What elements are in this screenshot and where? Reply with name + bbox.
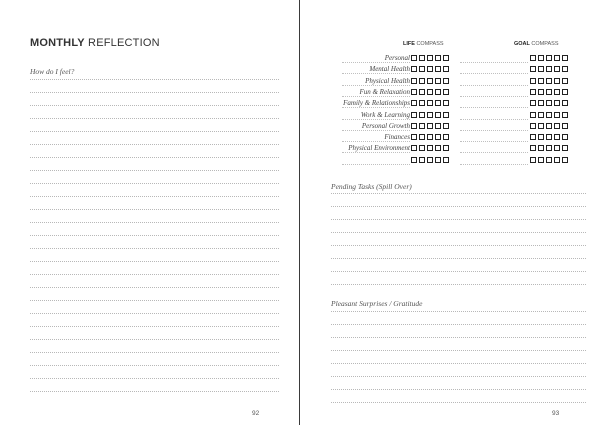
rating-checkbox[interactable] <box>538 78 544 84</box>
goal-rating-9 <box>530 157 570 165</box>
rating-checkbox[interactable] <box>443 157 449 163</box>
life-rating-6 <box>411 123 451 131</box>
leader-line <box>342 73 410 74</box>
rating-checkbox[interactable] <box>435 134 441 140</box>
writing-line <box>331 245 586 246</box>
writing-line <box>30 157 279 158</box>
leader-line <box>342 152 410 153</box>
compass-row <box>300 133 600 143</box>
goal-rating-1 <box>530 66 570 74</box>
goal-rating-6 <box>530 123 570 131</box>
goal-rating-5 <box>530 112 570 120</box>
writing-line <box>30 287 279 288</box>
page-number-right: 93 <box>552 410 560 417</box>
writing-line <box>30 352 279 353</box>
rating-checkbox[interactable] <box>554 145 560 151</box>
goal-leader-line[interactable] <box>460 85 528 86</box>
rating-checkbox[interactable] <box>530 66 536 72</box>
category-label: Mental Health <box>369 65 410 74</box>
compass-row <box>300 122 600 132</box>
gratitude-lines[interactable] <box>331 311 586 403</box>
rating-checkbox[interactable] <box>538 157 544 163</box>
rating-checkbox[interactable] <box>546 89 552 95</box>
writing-line <box>30 326 279 327</box>
goal-leader-line[interactable] <box>460 130 528 131</box>
writing-line <box>331 350 586 351</box>
rating-checkbox[interactable] <box>554 66 560 72</box>
rating-checkbox[interactable] <box>419 78 425 84</box>
rating-checkbox[interactable] <box>546 157 552 163</box>
life-rating-9 <box>411 157 451 165</box>
life-rating-5 <box>411 112 451 120</box>
rating-checkbox[interactable] <box>435 157 441 163</box>
rating-checkbox[interactable] <box>546 112 552 118</box>
rating-checkbox[interactable] <box>435 78 441 84</box>
goal-leader-line[interactable] <box>460 96 528 97</box>
rating-checkbox[interactable] <box>562 157 568 163</box>
rating-checkbox[interactable] <box>530 89 536 95</box>
rating-checkbox[interactable] <box>435 145 441 151</box>
writing-line <box>30 378 279 379</box>
rating-checkbox[interactable] <box>554 78 560 84</box>
goal-rating-2 <box>530 78 570 86</box>
rating-checkbox[interactable] <box>427 78 433 84</box>
rating-checkbox[interactable] <box>435 89 441 95</box>
goal-rating-3 <box>530 89 570 97</box>
writing-line <box>30 131 279 132</box>
goal-leader-line[interactable] <box>460 62 528 63</box>
rating-checkbox[interactable] <box>562 100 568 106</box>
rating-checkbox[interactable] <box>530 123 536 129</box>
rating-checkbox[interactable] <box>546 134 552 140</box>
writing-line <box>331 376 586 377</box>
rating-checkbox[interactable] <box>538 112 544 118</box>
leader-line <box>342 119 410 120</box>
leader-line <box>342 85 410 86</box>
writing-line <box>30 391 279 392</box>
rating-checkbox[interactable] <box>443 66 449 72</box>
rating-checkbox[interactable] <box>427 157 433 163</box>
writing-line <box>331 324 586 325</box>
rating-checkbox[interactable] <box>538 123 544 129</box>
writing-line <box>30 79 279 80</box>
rating-checkbox[interactable] <box>530 157 536 163</box>
leader-line <box>342 164 410 165</box>
writing-line <box>331 193 586 194</box>
writing-line <box>30 209 279 210</box>
writing-line <box>30 248 279 249</box>
rating-checkbox[interactable] <box>538 134 544 140</box>
writing-line <box>30 235 279 236</box>
compass-row <box>300 65 600 75</box>
rating-checkbox[interactable] <box>411 89 417 95</box>
life-rating-1 <box>411 66 451 74</box>
rating-checkbox[interactable] <box>419 66 425 72</box>
life-rating-8 <box>411 145 451 153</box>
writing-line <box>331 363 586 364</box>
goal-rating-0 <box>530 55 570 63</box>
rating-checkbox[interactable] <box>554 55 560 61</box>
rating-checkbox[interactable] <box>546 100 552 106</box>
rating-checkbox[interactable] <box>546 55 552 61</box>
rating-checkbox[interactable] <box>530 100 536 106</box>
rating-checkbox[interactable] <box>554 89 560 95</box>
writing-line <box>30 313 279 314</box>
rating-checkbox[interactable] <box>538 145 544 151</box>
rating-checkbox[interactable] <box>443 134 449 140</box>
compass-row <box>300 99 600 109</box>
leader-line <box>342 107 410 108</box>
writing-line <box>30 365 279 366</box>
title-bold: MONTHLY <box>30 37 85 49</box>
writing-line <box>30 92 279 93</box>
writing-line <box>30 339 279 340</box>
compass-row <box>300 111 600 121</box>
rating-checkbox[interactable] <box>443 112 449 118</box>
writing-line <box>30 274 279 275</box>
writing-line <box>331 258 586 259</box>
compass-row <box>300 156 600 166</box>
leader-line <box>342 141 410 142</box>
rating-checkbox[interactable] <box>411 134 417 140</box>
rating-checkbox[interactable] <box>427 112 433 118</box>
writing-line <box>331 311 586 312</box>
rating-checkbox[interactable] <box>546 123 552 129</box>
rating-checkbox[interactable] <box>419 89 425 95</box>
rating-checkbox[interactable] <box>562 123 568 129</box>
compass-row <box>300 77 600 87</box>
goal-leader-line[interactable] <box>460 141 528 142</box>
goal-leader-line[interactable] <box>460 164 528 165</box>
writing-line <box>30 118 279 119</box>
rating-checkbox[interactable] <box>554 100 560 106</box>
goal-compass-rest: COMPASS <box>531 41 559 47</box>
rating-checkbox[interactable] <box>562 66 568 72</box>
rating-checkbox[interactable] <box>435 66 441 72</box>
rating-checkbox[interactable] <box>427 134 433 140</box>
goal-rating-4 <box>530 100 570 108</box>
rating-checkbox[interactable] <box>419 134 425 140</box>
rating-checkbox[interactable] <box>538 66 544 72</box>
rating-checkbox[interactable] <box>546 145 552 151</box>
rating-checkbox[interactable] <box>427 100 433 106</box>
leader-line <box>342 62 410 63</box>
rating-checkbox[interactable] <box>562 89 568 95</box>
rating-checkbox[interactable] <box>562 112 568 118</box>
writing-line <box>331 271 586 272</box>
rating-checkbox[interactable] <box>562 145 568 151</box>
rating-checkbox[interactable] <box>538 100 544 106</box>
category-label: Fun & Relaxation <box>359 87 410 96</box>
life-rating-2 <box>411 78 451 86</box>
rating-checkbox[interactable] <box>411 55 417 61</box>
rating-checkbox[interactable] <box>443 89 449 95</box>
left-page <box>0 0 299 425</box>
rating-checkbox[interactable] <box>530 112 536 118</box>
category-label: Finances <box>384 133 410 142</box>
life-compass-rest: COMPASS <box>416 41 444 47</box>
rating-checkbox[interactable] <box>419 112 425 118</box>
writing-line <box>30 144 279 145</box>
rating-checkbox[interactable] <box>554 157 560 163</box>
writing-line <box>331 402 586 403</box>
gratitude-label: Pleasant Surprises / Gratitude <box>331 299 423 308</box>
rating-checkbox[interactable] <box>530 145 536 151</box>
category-label: Work & Learning <box>360 110 410 119</box>
rating-checkbox[interactable] <box>411 78 417 84</box>
goal-leader-line[interactable] <box>460 107 528 108</box>
writing-line <box>331 337 586 338</box>
rating-checkbox[interactable] <box>419 100 425 106</box>
rating-checkbox[interactable] <box>411 123 417 129</box>
rating-checkbox[interactable] <box>443 100 449 106</box>
rating-checkbox[interactable] <box>435 100 441 106</box>
writing-line <box>331 219 586 220</box>
compass-row <box>300 144 600 154</box>
goal-rating-7 <box>530 134 570 142</box>
writing-line <box>30 105 279 106</box>
leader-line <box>342 130 410 131</box>
life-rating-0 <box>411 55 451 63</box>
rating-checkbox[interactable] <box>411 145 417 151</box>
writing-line <box>30 261 279 262</box>
life-rating-7 <box>411 134 451 142</box>
writing-line <box>30 183 279 184</box>
rating-checkbox[interactable] <box>419 157 425 163</box>
life-compass-heading <box>403 41 444 47</box>
rating-checkbox[interactable] <box>443 123 449 129</box>
rating-checkbox[interactable] <box>427 55 433 61</box>
writing-line <box>30 170 279 171</box>
writing-line <box>331 232 586 233</box>
writing-line <box>30 222 279 223</box>
rating-checkbox[interactable] <box>435 55 441 61</box>
writing-line <box>30 196 279 197</box>
category-label: Physical Environment <box>348 144 410 153</box>
rating-checkbox[interactable] <box>554 123 560 129</box>
rating-checkbox[interactable] <box>538 55 544 61</box>
category-label: Personal <box>384 54 410 62</box>
pending-tasks-label: Pending Tasks (Spill Over) <box>331 182 412 191</box>
category-label: Personal Growth <box>361 121 410 130</box>
compass-row <box>300 54 600 64</box>
rating-checkbox[interactable] <box>427 145 433 151</box>
rating-checkbox[interactable] <box>419 55 425 61</box>
category-label: Physical Health <box>365 76 410 85</box>
rating-checkbox[interactable] <box>530 78 536 84</box>
title-rest: REFLECTION <box>88 37 160 49</box>
rating-checkbox[interactable] <box>419 145 425 151</box>
life-rating-4 <box>411 100 451 108</box>
rating-checkbox[interactable] <box>435 112 441 118</box>
rating-checkbox[interactable] <box>562 55 568 61</box>
life-compass-bold: LIFE <box>403 41 415 47</box>
rating-checkbox[interactable] <box>443 55 449 61</box>
category-label: Family & Relationships <box>343 99 410 108</box>
goal-rating-8 <box>530 145 570 153</box>
rating-checkbox[interactable] <box>562 78 568 84</box>
pending-tasks-lines[interactable] <box>331 193 586 285</box>
writing-line <box>331 284 586 285</box>
page-title <box>30 37 160 49</box>
rating-checkbox[interactable] <box>530 55 536 61</box>
rating-checkbox[interactable] <box>411 157 417 163</box>
right-page <box>300 0 600 425</box>
writing-line <box>331 206 586 207</box>
rating-checkbox[interactable] <box>419 123 425 129</box>
writing-line <box>331 389 586 390</box>
rating-checkbox[interactable] <box>411 66 417 72</box>
goal-compass-heading <box>514 41 559 47</box>
rating-checkbox[interactable] <box>538 89 544 95</box>
life-rating-3 <box>411 89 451 97</box>
rating-checkbox[interactable] <box>411 100 417 106</box>
rating-checkbox[interactable] <box>435 123 441 129</box>
goal-leader-line[interactable] <box>460 152 528 153</box>
rating-checkbox[interactable] <box>427 89 433 95</box>
rating-checkbox[interactable] <box>427 66 433 72</box>
goal-leader-line[interactable] <box>460 119 528 120</box>
rating-checkbox[interactable] <box>411 112 417 118</box>
rating-checkbox[interactable] <box>427 123 433 129</box>
feel-prompt: How do I feel? <box>30 67 75 76</box>
goal-leader-line[interactable] <box>460 73 528 74</box>
writing-lines[interactable] <box>30 79 279 404</box>
leader-line <box>342 96 410 97</box>
rating-checkbox[interactable] <box>554 134 560 140</box>
rating-checkbox[interactable] <box>530 134 536 140</box>
page-number-left: 92 <box>252 410 260 417</box>
compass-row <box>300 88 600 98</box>
rating-checkbox[interactable] <box>562 134 568 140</box>
rating-checkbox[interactable] <box>546 78 552 84</box>
rating-checkbox[interactable] <box>554 112 560 118</box>
rating-checkbox[interactable] <box>546 66 552 72</box>
rating-checkbox[interactable] <box>443 78 449 84</box>
rating-checkbox[interactable] <box>443 145 449 151</box>
goal-compass-bold: GOAL <box>514 41 530 47</box>
writing-line <box>30 300 279 301</box>
